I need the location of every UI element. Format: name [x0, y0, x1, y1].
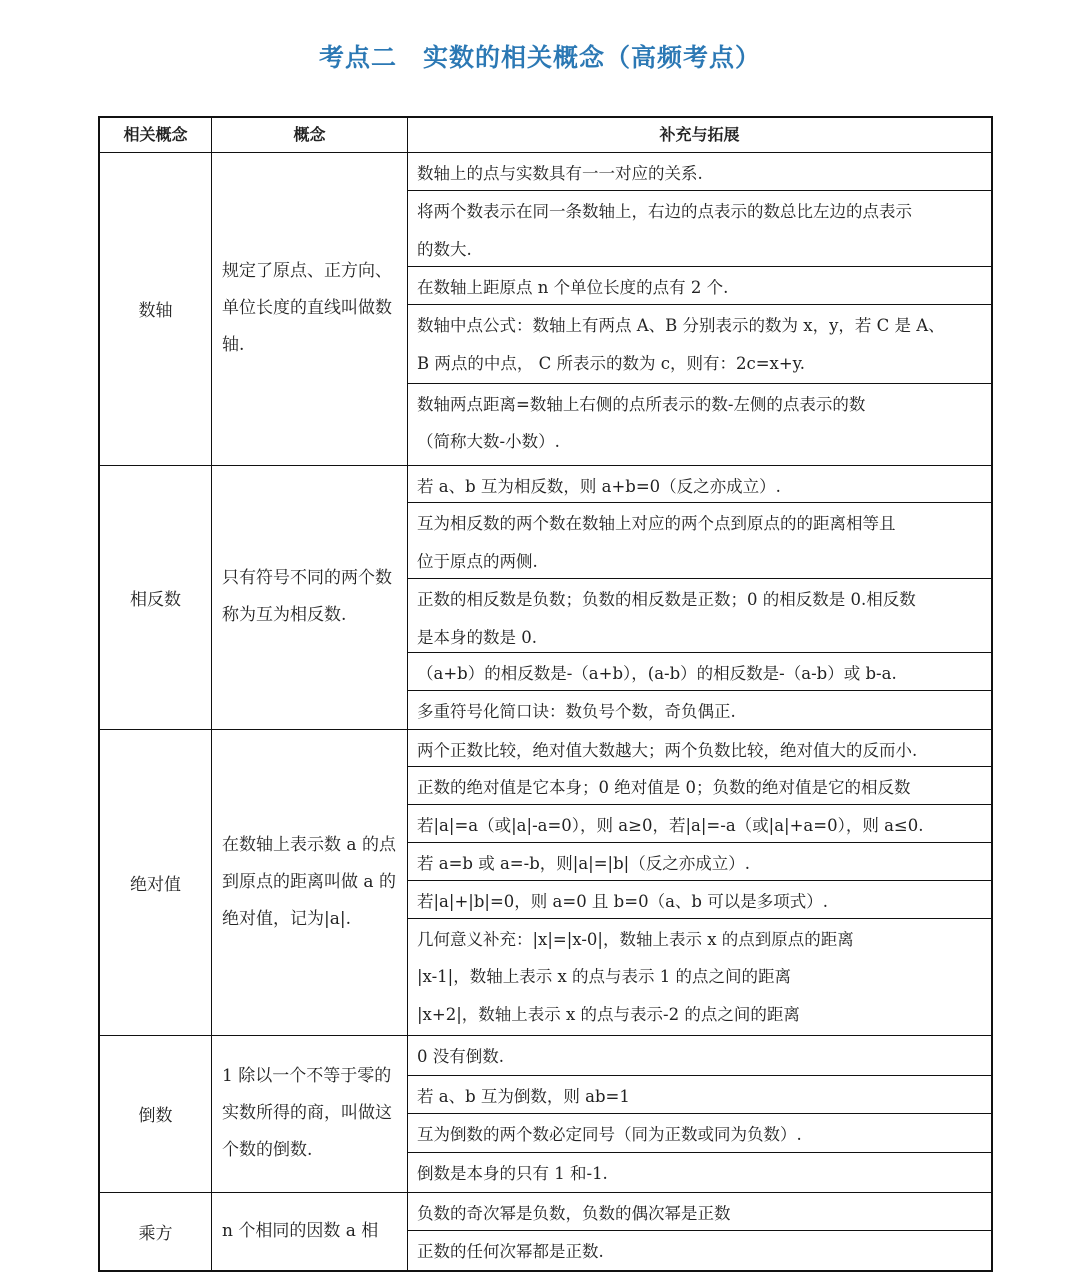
note-line: 多重符号化简口诀：数负号个数，奇负偶正. — [417, 701, 736, 721]
note-line: 倒数是本身的只有 1 和-1. — [417, 1163, 608, 1183]
note — [408, 579, 991, 653]
note-line: 位于原点的两侧. — [417, 551, 538, 571]
note-line: 是本身的数是 0. — [417, 627, 537, 647]
note-line: 正数的相反数是负数；负数的相反数是正数；0 的相反数是 0.相反数 — [417, 590, 916, 610]
note-line: 若 a、b 互为相反数，则 a+b=0（反之亦成立）. — [417, 476, 781, 496]
note-line: 数轴两点距离=数轴上右侧的点所表示的数-左侧的点表示的数 — [417, 394, 866, 414]
group-power — [100, 1193, 991, 1271]
note — [408, 730, 991, 768]
page-title: 考点二 实数的相关概念（高频考点） — [318, 43, 761, 72]
concept-table — [98, 116, 993, 1272]
note — [408, 153, 991, 192]
note — [408, 305, 991, 384]
note — [408, 466, 991, 504]
group-reciprocal — [100, 1036, 991, 1193]
note — [408, 881, 991, 919]
note-line: 若 a=b 或 a=-b，则|a|=|b|（反之亦成立）. — [417, 854, 750, 874]
group-notes — [408, 1036, 991, 1192]
note-line: 两个正数比较，绝对值大数越大；两个负数比较，绝对值大的反而小. — [417, 740, 918, 760]
note — [408, 691, 991, 729]
note — [408, 805, 991, 843]
group-concept: 只有符号不同的两个数称为互为相反数. — [212, 466, 408, 729]
note-line: 正数的绝对值是它本身；0 绝对值是 0；负数的绝对值是它的相反数 — [417, 778, 911, 798]
note — [408, 1076, 991, 1114]
note-line: 数轴上的点与实数具有一一对应的关系. — [417, 163, 703, 183]
header-concept: 概念 — [212, 118, 408, 152]
note-line: B 两点的中点， C 所表示的数为 c，则有：2c=x+y. — [417, 353, 806, 373]
group-concept: 1 除以一个不等于零的实数所得的商，叫做这个数的倒数. — [212, 1036, 408, 1192]
note — [408, 1036, 991, 1076]
group-name: 乘方 — [100, 1193, 212, 1271]
group-name: 相反数 — [100, 466, 212, 729]
group-absolute-value — [100, 730, 991, 1036]
group-concept: 规定了原点、正方向、单位长度的直线叫做数轴. — [212, 153, 408, 465]
note-line: 负数的奇次幂是负数，负数的偶次幂是正数 — [417, 1203, 731, 1223]
note — [408, 1231, 991, 1271]
note-line: 几何意义补充：|x|=|x-0|，数轴上表示 x 的点到原点的距离 — [417, 929, 854, 949]
note — [408, 919, 991, 1035]
note — [408, 503, 991, 579]
note — [408, 191, 991, 267]
header-supplement: 补充与拓展 — [659, 125, 740, 144]
note-line: 互为相反数的两个数在数轴上对应的两个点到原点的的距离相等且 — [417, 514, 896, 534]
note-line: 若|a|=a（或|a|-a=0），则 a≥0，若|a|=-a（或|a|+a=0），则 a≤0. — [417, 816, 924, 836]
group-name: 倒数 — [100, 1036, 212, 1192]
header-related-concept: 相关概念 — [100, 118, 212, 152]
note — [408, 767, 991, 805]
group-opposite-number — [100, 466, 991, 730]
note — [408, 384, 991, 465]
group-concept: n 个相同的因数 a 相 — [212, 1193, 408, 1271]
note — [408, 1114, 991, 1153]
note — [408, 1193, 991, 1231]
table-header-row — [100, 118, 991, 153]
note-line: 若|a|+|b|=0，则 a=0 且 b=0（a、b 可以是多项式）. — [417, 892, 828, 911]
note-line: 正数的任何次幂都是正数. — [417, 1241, 604, 1261]
note-line: 在数轴上距原点 n 个单位长度的点有 2 个. — [417, 278, 729, 298]
group-notes — [408, 730, 991, 1035]
group-number-line — [100, 153, 991, 466]
note-line: 0 没有倒数. — [417, 1046, 504, 1066]
note-line: 若 a、b 互为倒数，则 ab=1 — [417, 1086, 630, 1106]
note — [408, 1153, 991, 1192]
group-notes — [408, 466, 991, 729]
group-notes — [408, 153, 991, 465]
note-line: |x+2|，数轴上表示 x 的点与表示-2 的点之间的距离 — [417, 1004, 800, 1024]
note-line: 互为倒数的两个数必定同号（同为正数或同为负数）. — [417, 1124, 802, 1144]
group-name: 数轴 — [100, 153, 212, 465]
note-line: 数轴中点公式：数轴上有两点 A、B 分别表示的数为 x，y，若 C 是 A、 — [417, 316, 945, 336]
note-line: 将两个数表示在同一条数轴上，右边的点表示的数总比左边的点表示 — [417, 202, 912, 222]
group-name: 绝对值 — [100, 730, 212, 1035]
note-line: （简称大数-小数）. — [417, 432, 560, 452]
group-notes — [408, 1193, 991, 1271]
note — [408, 843, 991, 881]
note — [408, 267, 991, 305]
group-concept: 在数轴上表示数 a 的点到原点的距离叫做 a 的绝对值，记为|a|. — [212, 730, 408, 1035]
note-line: （a+b）的相反数是-（a+b），(a-b）的相反数是-（a-b）或 b-a. — [417, 663, 897, 683]
note — [408, 653, 991, 691]
note-line: 的数大. — [417, 239, 472, 259]
note-line: |x-1|，数轴上表示 x 的点与表示 1 的点之间的距离 — [417, 967, 791, 987]
